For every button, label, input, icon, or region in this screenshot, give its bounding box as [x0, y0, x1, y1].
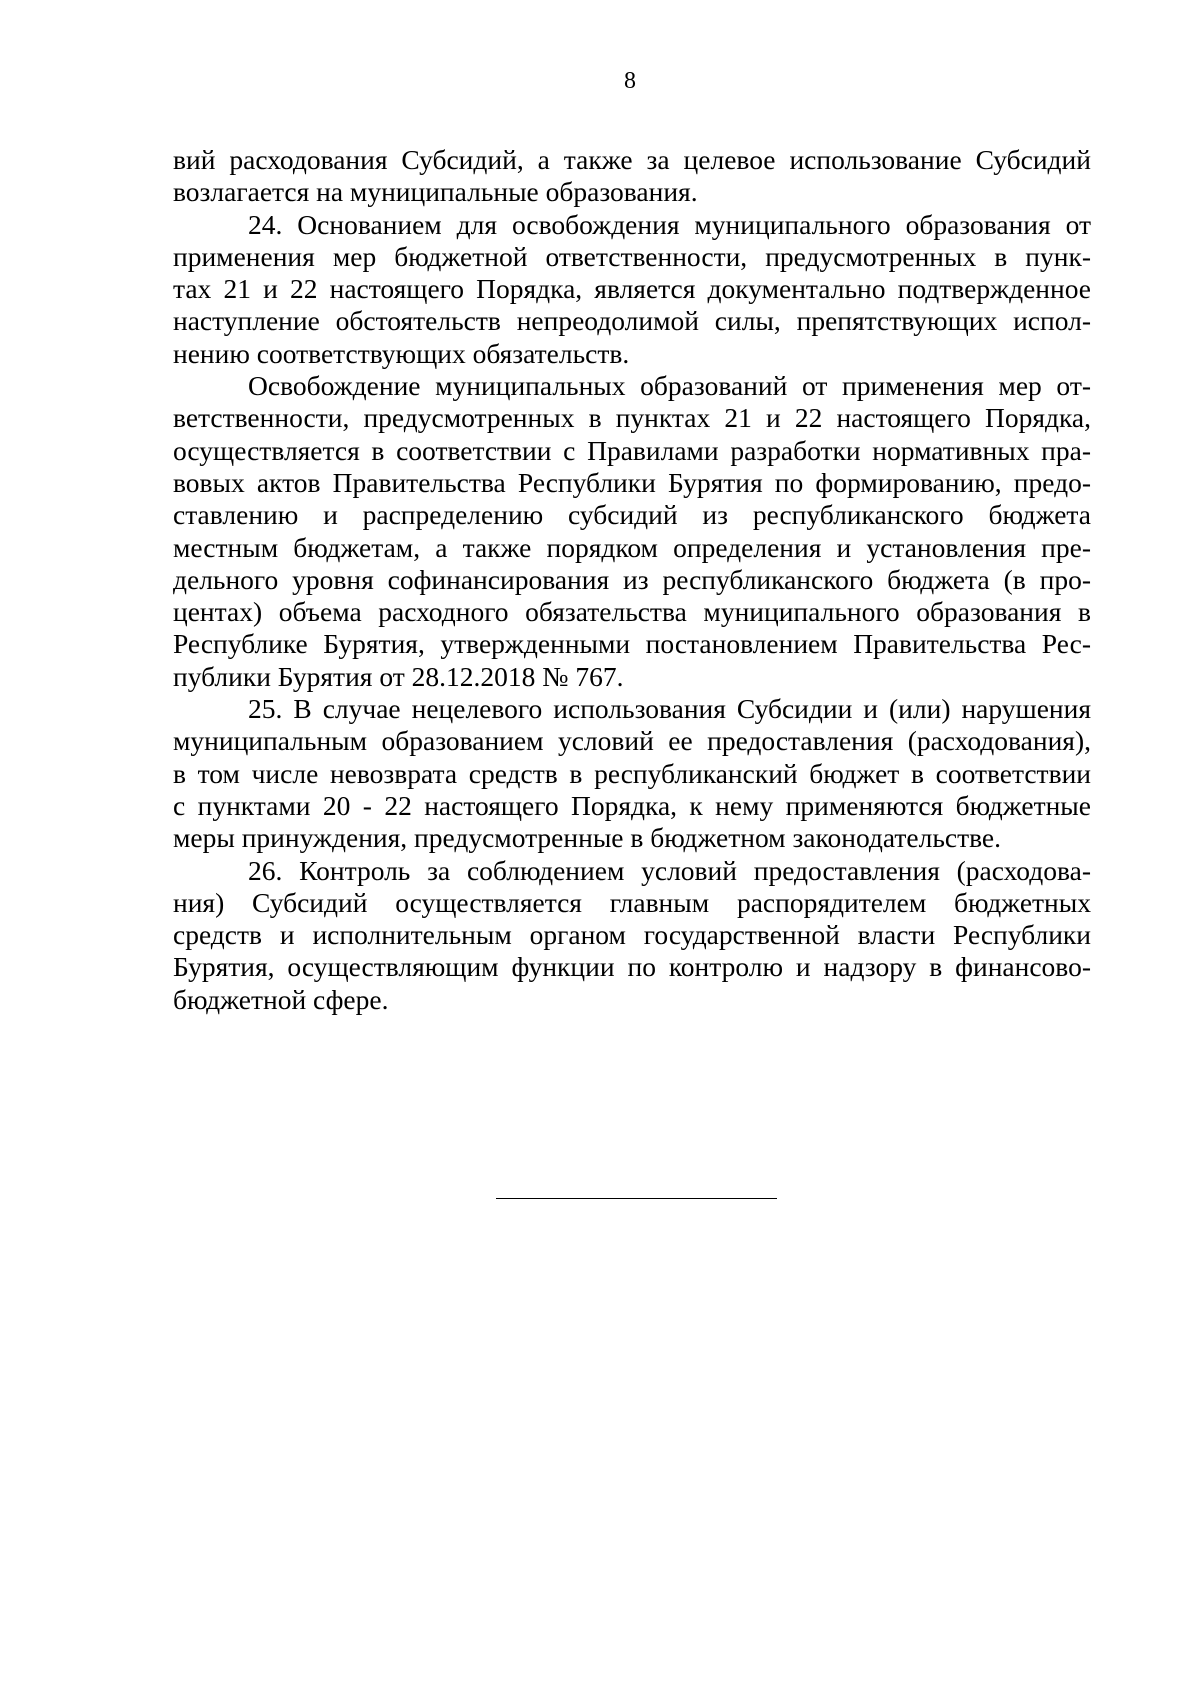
- text-line: муниципальным образованием условий ее предоставления (расходования),: [173, 725, 1091, 757]
- paragraph-clause-26: [173, 855, 1091, 1016]
- text-line: наступление обстоятельств непреодолимой силы, препятствующих испол-: [173, 305, 1091, 337]
- text-line: вий расходования Субсидий, а также за целевое использование Субсидий: [173, 144, 1091, 175]
- text-line: Республике Бурятия, утвержденными постановлением Правительства Рес-: [173, 628, 1091, 660]
- document-body: [173, 144, 1091, 1016]
- text-line: местным бюджетам, а также порядком определения и установления пре-: [173, 531, 1091, 563]
- text-line: возлагается на муниципальные образования.: [173, 176, 698, 208]
- text-line: средств и исполнительным органом государственной власти Республики: [173, 919, 1091, 951]
- text-line: в том числе невозврата средств в республиканский бюджет в соответствии: [173, 757, 1091, 789]
- text-line: 24. Основанием для освобождения муниципального образования от: [248, 208, 1091, 240]
- text-line: осуществляется в соответствии с Правилами разработки нормативных пра-: [173, 434, 1091, 466]
- text-line: центах) объема расходного обязательства муниципального образования в: [173, 596, 1091, 628]
- text-line: применения мер бюджетной ответственности, предусмотренных в пунк-: [173, 240, 1091, 272]
- text-line: бюджетной сфере.: [173, 983, 389, 1015]
- paragraph-continuation: [173, 144, 1091, 209]
- text-line: ния) Субсидий осуществляется главным распорядителем бюджетных: [173, 886, 1091, 918]
- text-line: 26. Контроль за соблюдением условий предоставления (расходова-: [248, 854, 1091, 886]
- paragraph-clause-24: [173, 209, 1091, 370]
- text-line: публики Бурятия от 28.12.2018 № 767.: [173, 660, 624, 692]
- text-line: нению соответствующих обязательств.: [173, 337, 630, 369]
- paragraph-exemption: [173, 370, 1091, 693]
- text-line: 25. В случае нецелевого использования Субсидии и (или) нарушения: [248, 693, 1091, 725]
- paragraph-clause-25: [173, 693, 1091, 854]
- text-line: ставлению и распределению субсидий из республиканского бюджета: [173, 499, 1091, 531]
- text-line: дельного уровня софинансирования из республиканского бюджета (в про-: [173, 563, 1091, 595]
- text-line: меры принуждения, предусмотренные в бюджетном законодательстве.: [173, 822, 1002, 854]
- text-line: с пунктами 20 - 22 настоящего Порядка, к нему применяются бюджетные: [173, 789, 1091, 821]
- text-line: ветственности, предусмотренных в пунктах 21 и 22 настоящего Порядка,: [173, 402, 1091, 434]
- text-line: тах 21 и 22 настоящего Порядка, является документально подтвержденное: [173, 273, 1091, 305]
- text-line: Освобождение муниципальных образований от применения мер от-: [248, 370, 1091, 402]
- text-line: вовых актов Правительства Республики Бурятия по формированию, предо-: [173, 466, 1091, 498]
- text-line: Бурятия, осуществляющим функции по контролю и надзору в финансово-: [173, 951, 1091, 983]
- end-separator-line: [496, 1198, 777, 1199]
- page-number: 8: [624, 68, 636, 94]
